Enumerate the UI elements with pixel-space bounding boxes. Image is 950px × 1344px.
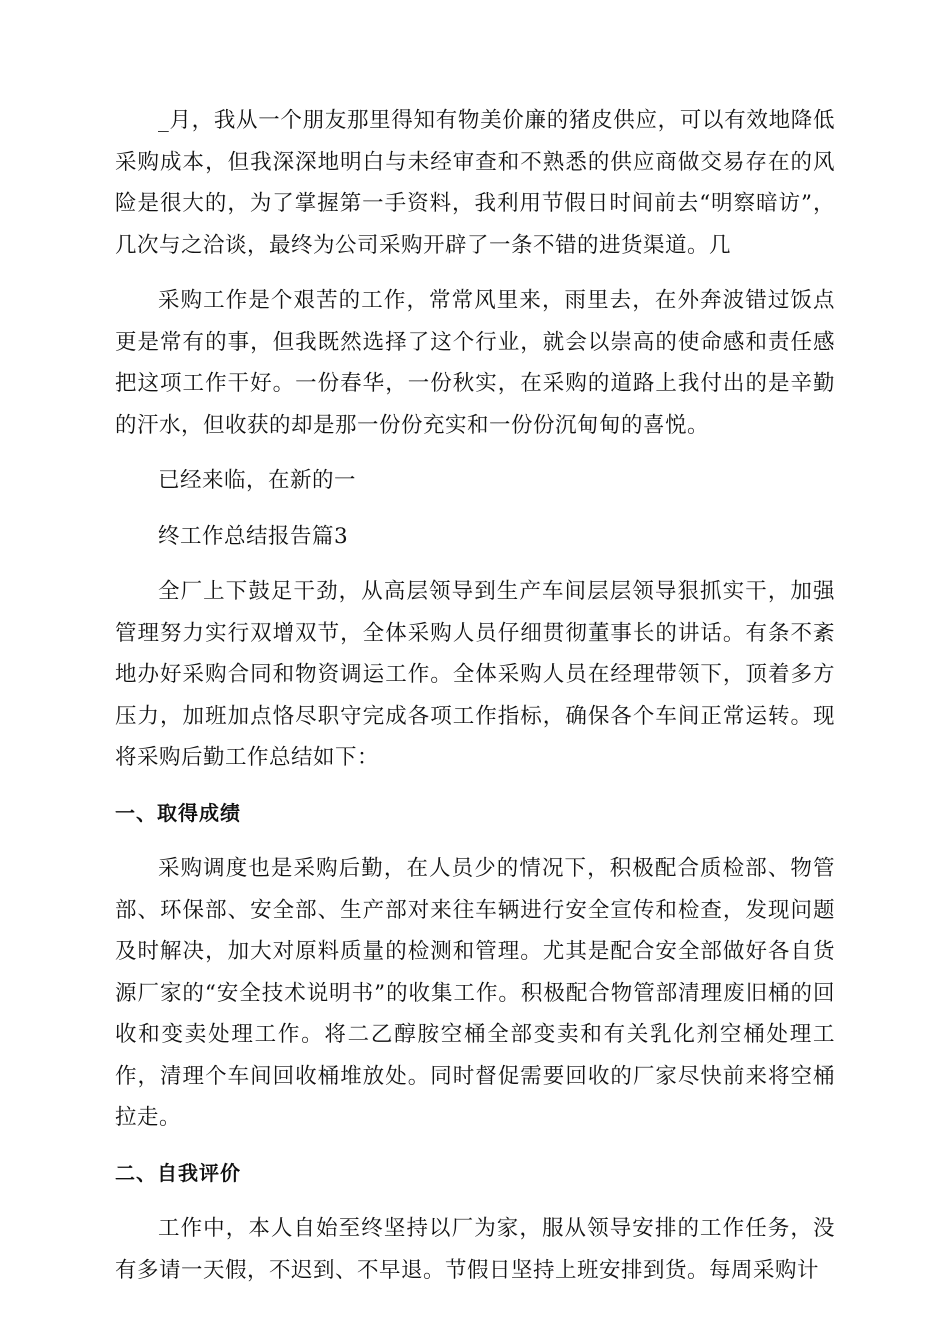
paragraph-intro: 全厂上下鼓足干劲，从高层领导到生产车间层层领导狠抓实干，加强管理努力实行双增双节，全体采购人员仔细贯彻董事长的讲话。有条不紊地办好采购合同和物资调运工作。全体采购人员在经理带领下，顶着多方压力，加班加点恪尽职守完成各项工作指标，确保各个车间正常运转。现将采购后勤工作总结如下： xyxy=(115,579,835,770)
paragraph-supplier-visit: _月，我从一个朋友那里得知有物美价廉的猪皮供应，可以有效地降低采购成本，但我深深地明白与未经审查和不熟悉的供应商做交易存在的风险是很大的，为了掌握第一手资料，我利用节假日时间前去“明察暗访”，几次与之洽谈，最终为公司采购开辟了一条不错的进货渠道。几 xyxy=(115,108,835,258)
section-heading-self-evaluation: 二、自我评价 xyxy=(115,1160,241,1185)
document-page xyxy=(115,100,835,1291)
section-heading-achievements: 一、取得成绩 xyxy=(115,800,241,825)
paragraph-fragment: 已经来临，在新的一 xyxy=(158,468,357,493)
report-title-line: 终工作总结报告篇3 xyxy=(158,523,349,549)
paragraph-achievements: 采购调度也是采购后勤，在人员少的情况下，积极配合质检部、物管部、环保部、安全部、生产部对来往车辆进行安全宣传和检查，发现问题及时解决，加大对原料质量的检测和管理。尤其是配合安全部做好各自货源厂家的“安全技术说明书”的收集工作。积极配合物管部清理废旧桶的回收和变卖处理工作。将二乙醇胺空桶全部变卖和有关乳化剂空桶处理工作，清理个车间回收桶堆放处。同时督促需要回收的厂家尽快前来将空桶拉走。 xyxy=(115,856,835,1130)
paragraph-self-evaluation: 工作中，本人自始至终坚持以厂为家，服从领导安排的工作任务，没有多请一天假，不迟到、不早退。节假日坚持上班安排到货。每周采购计 xyxy=(115,1216,835,1283)
paragraph-hard-work: 采购工作是个艰苦的工作，常常风里来，雨里去，在外奔波错过饭点更是常有的事，但我既然选择了这个行业，就会以崇高的使命感和责任感把这项工作干好。一份春华，一份秋实，在采购的道路上我付出的是辛勤的汗水，但收获的却是那一份份充实和一份份沉甸甸的喜悦。 xyxy=(115,288,835,438)
